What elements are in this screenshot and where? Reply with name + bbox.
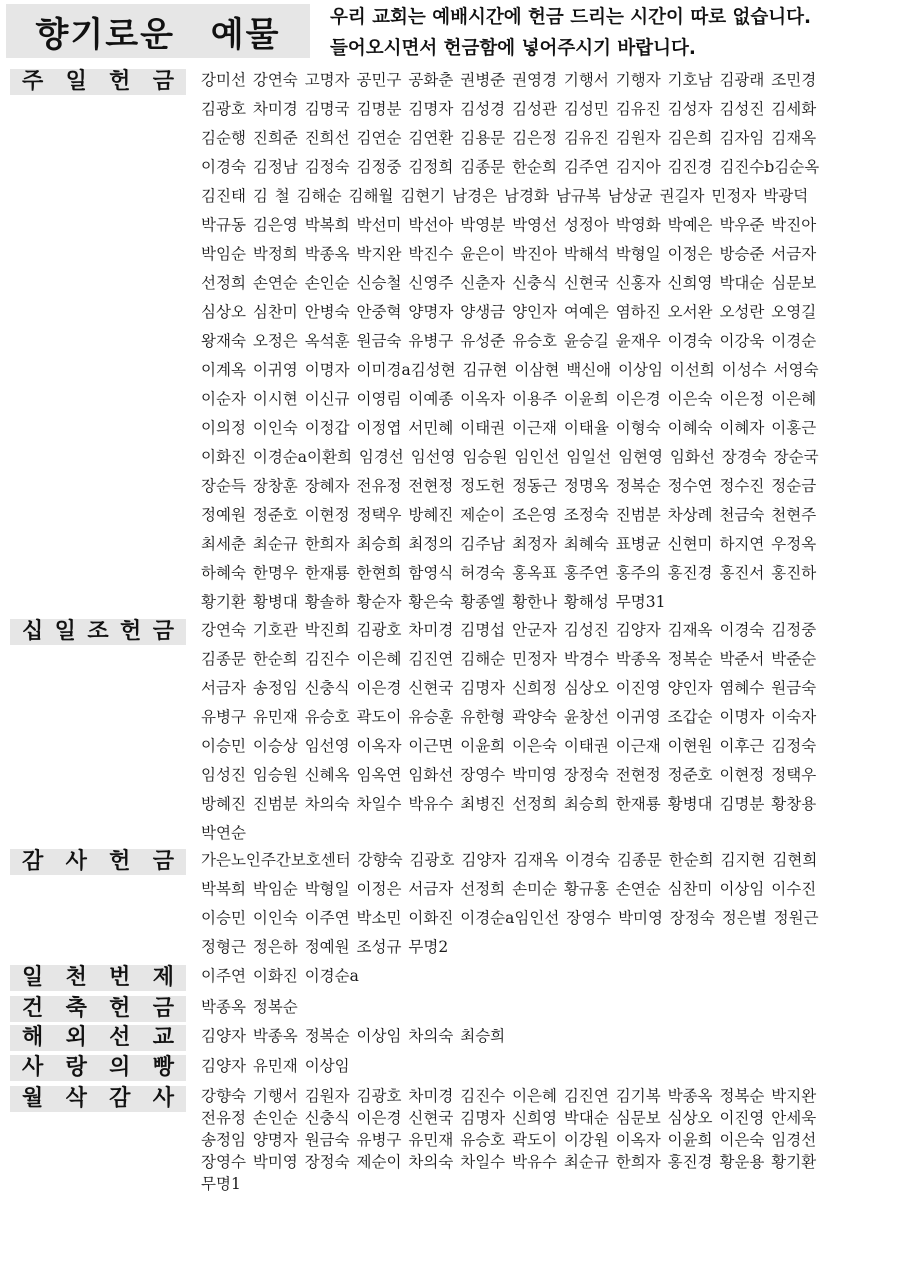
section-label-char: 빵 [152, 1055, 174, 1080]
donor-line: 송정임 양명자 원금숙 유병구 유민재 유승호 곽도이 이강원 이옥자 이윤희 이은숙 임경선 [201, 1131, 817, 1149]
section-label-char: 금 [152, 996, 174, 1021]
donor-line: 박규동 김은영 박복희 박선미 박선아 박영분 박영선 성정아 박영화 박예은 박우준 박진아 [201, 216, 817, 234]
notice-line: 들어오시면서 헌금함에 넣어주시기 바랍니다. [330, 38, 696, 59]
section-label [10, 1086, 186, 1112]
donor-line: 이주연 이화진 이경순a [201, 967, 359, 985]
donor-line: 정형근 정은하 정예원 조성규 무명2 [201, 938, 449, 956]
section-label-char: 월 [22, 1086, 44, 1111]
donor-line: 강미선 강연숙 고명자 공민구 공화춘 권병준 권영경 기행서 기행자 기호남 김광래 조민경 [201, 71, 817, 89]
section-label-char: 일 [54, 619, 76, 644]
section-label [10, 996, 186, 1022]
page-title: 향기로운 예물 [35, 14, 281, 55]
section-label-char: 사 [152, 1086, 174, 1111]
donor-line: 정예원 정준호 이현정 정택우 방혜진 제순이 조은영 조정숙 진범분 차상례 천금숙 천현주 [201, 506, 817, 524]
donor-names [201, 993, 881, 1022]
donor-line: 박복희 박임순 박형일 이정은 서금자 선정희 손미순 황규홍 손연순 심찬미 이상임 이수진 [201, 880, 817, 898]
donor-line: 서금자 송정임 신충식 이은경 신현국 김명자 신희정 심상오 이진영 양인자 염혜수 원금숙 [201, 679, 817, 697]
donor-line: 박임순 박정희 박종옥 박지완 박진수 윤은이 박진아 박해석 박형일 이정은 방승준 서금자 [201, 245, 817, 263]
section-label [10, 849, 186, 875]
donor-names [201, 616, 881, 848]
section-label-char: 외 [65, 1025, 87, 1050]
section-label-char: 선 [109, 1025, 131, 1050]
donor-line: 김진태 김 철 김해순 김해월 김현기 남경은 남경화 남규복 남상균 권길자 민정자 박광덕 [201, 187, 809, 205]
donor-line: 박연순 [201, 824, 246, 842]
section-label [10, 69, 186, 95]
donor-line: 김순행 진희준 진희선 김연순 김연환 김용문 김은정 김유진 김원자 김은희 김자임 김재옥 [201, 129, 817, 147]
donor-line: 김양자 유민재 이상임 [201, 1057, 350, 1075]
donor-line: 이순자 이시현 이신규 이영림 이예종 이옥자 이용주 이윤희 이은경 이은숙 이은정 이은혜 [201, 390, 817, 408]
section-label [10, 965, 186, 991]
section-label-char: 헌 [109, 996, 131, 1021]
donor-line: 황기환 황병대 황솔하 황순자 황은숙 황종엘 황한나 황해성 무명31 [201, 593, 666, 611]
donor-line: 이화진 이경순a이환희 임경선 임선영 임승원 임인선 임일선 임현영 임화선 장경숙 장순국 [201, 448, 819, 466]
donor-names [201, 1052, 881, 1081]
donor-line: 심상오 심찬미 안병숙 안중혁 양명자 양생금 양인자 여예은 염하진 오서완 오성란 오영길 [201, 303, 817, 321]
donor-names [201, 846, 881, 962]
donor-line: 이의정 이인숙 이정갑 이정엽 서민혜 이태권 이근재 이태율 이형숙 이혜숙 이혜자 이홍근 [201, 419, 817, 437]
donor-line: 가은노인주간보호센터 강향숙 김광호 김양자 김재옥 이경숙 김종문 한순희 김지현 김현희 [201, 851, 818, 869]
donor-line: 무명1 [201, 1175, 241, 1193]
donor-names [201, 962, 881, 991]
donor-line: 강향숙 기행서 김원자 김광호 차미경 김진수 이은혜 김진연 김기복 박종옥 정복순 박지완 [201, 1087, 817, 1105]
section-label-char: 랑 [65, 1055, 87, 1080]
section-label-char: 사 [22, 1055, 44, 1080]
section-label-char: 헌 [109, 849, 131, 874]
section-label-char: 의 [109, 1055, 131, 1080]
section-label [10, 1055, 186, 1081]
section-label-char: 삭 [65, 1086, 87, 1111]
section-label [10, 619, 186, 645]
donor-line: 하혜숙 한명우 한재룡 한현희 함영식 허경숙 홍옥표 홍주연 홍주의 홍진경 홍진서 홍진하 [201, 564, 817, 582]
notice-line: 우리 교회는 예배시간에 헌금 드리는 시간이 따로 없습니다. [330, 7, 812, 28]
section-label-char: 헌 [120, 619, 142, 644]
section-label-char: 십 [22, 619, 44, 644]
section-label-char: 주 [22, 69, 44, 94]
section-label-char: 사 [65, 849, 87, 874]
donor-line: 방혜진 진범분 차의숙 차일수 박유수 최병진 선정희 최승희 한재룡 황병대 김명분 황창용 [201, 795, 817, 813]
donor-line: 선정희 손연순 손인순 신승철 신영주 신춘자 신충식 신현국 신홍자 신희영 박대순 심문보 [201, 274, 817, 292]
donor-line: 이계옥 이귀영 이명자 이미경a김성현 김규현 이삼현 백신애 이상임 이선희 이성수 서영숙 [201, 361, 819, 379]
section-label-char: 천 [65, 965, 87, 990]
donor-line: 강연숙 기호관 박진희 김광호 차미경 김명섭 안군자 김성진 김양자 김재옥 이경숙 김정중 [201, 621, 817, 639]
section-label-char: 금 [152, 619, 174, 644]
donor-names [201, 66, 881, 617]
section-label-char: 금 [152, 849, 174, 874]
donor-line: 장순득 장창훈 장혜자 전유정 전현정 정도헌 정동근 정명옥 정복순 정수연 정수진 정순금 [201, 477, 817, 495]
section-label-char: 일 [65, 69, 87, 94]
section-label-char: 조 [87, 619, 109, 644]
donor-line: 이승민 이인숙 이주연 박소민 이화진 이경순a임인선 장영수 박미영 장정숙 정은별 정원근 [201, 909, 819, 927]
donor-line: 왕재숙 오정은 옥석훈 원금숙 유병구 유성준 유승호 윤승길 윤재우 이경숙 이강욱 이경순 [201, 332, 817, 350]
donor-line: 유병구 유민재 유승호 곽도이 유승훈 유한형 곽양숙 윤창선 이귀영 조갑순 이명자 이숙자 [201, 708, 817, 726]
section-label-char: 교 [152, 1025, 174, 1050]
title-banner [6, 4, 310, 58]
donor-line: 이승민 이승상 임선영 이옥자 이근면 이윤희 이은숙 이태권 이근재 이현원 이후근 김정숙 [201, 737, 817, 755]
section-label-char: 감 [22, 849, 44, 874]
donor-line: 전유정 손인순 신충식 이은경 신현국 김명자 신희영 박대순 심문보 심상오 이진영 안세욱 [201, 1109, 817, 1127]
donor-names [201, 1022, 881, 1051]
donor-line: 김광호 차미경 김명국 김명분 김명자 김성경 김성관 김성민 김유진 김성자 김성진 김세화 [201, 100, 817, 118]
donor-names [201, 1085, 881, 1195]
section-label-char: 일 [22, 965, 44, 990]
notice-text [330, 2, 890, 64]
donor-line: 임성진 임승원 신혜옥 임옥연 임화선 장영수 박미영 장정숙 전현정 정준호 이현정 정택우 [201, 766, 817, 784]
section-label-char: 감 [109, 1086, 131, 1111]
section-label-char: 헌 [109, 69, 131, 94]
donor-line: 김양자 박종옥 정복순 이상임 차의숙 최승희 [201, 1027, 506, 1045]
donor-line: 김종문 한순희 김진수 이은혜 김진연 김해순 민정자 박경수 박종옥 정복순 박준서 박준순 [201, 650, 817, 668]
donor-line: 박종옥 정복순 [201, 998, 298, 1016]
section-label [10, 1025, 186, 1051]
section-label-char: 축 [65, 996, 87, 1021]
donor-line: 장영수 박미영 장정숙 제순이 차의숙 차일수 박유수 최순규 한희자 홍진경 황운용 황기환 [201, 1153, 817, 1171]
section-label-char: 제 [152, 965, 174, 990]
section-label-char: 금 [152, 69, 174, 94]
page-header [0, 0, 900, 64]
section-label-char: 건 [22, 996, 44, 1021]
section-label-char: 해 [22, 1025, 44, 1050]
donor-line: 최세춘 최순규 한희자 최승희 최정의 김주남 최정자 최혜숙 표병균 신현미 하지연 우정옥 [201, 535, 817, 553]
section-label-char: 번 [109, 965, 131, 990]
donor-line: 이경숙 김정남 김정숙 김정중 김정희 김종문 한순희 김주연 김지아 김진경 김진수b김순옥 [201, 158, 820, 176]
